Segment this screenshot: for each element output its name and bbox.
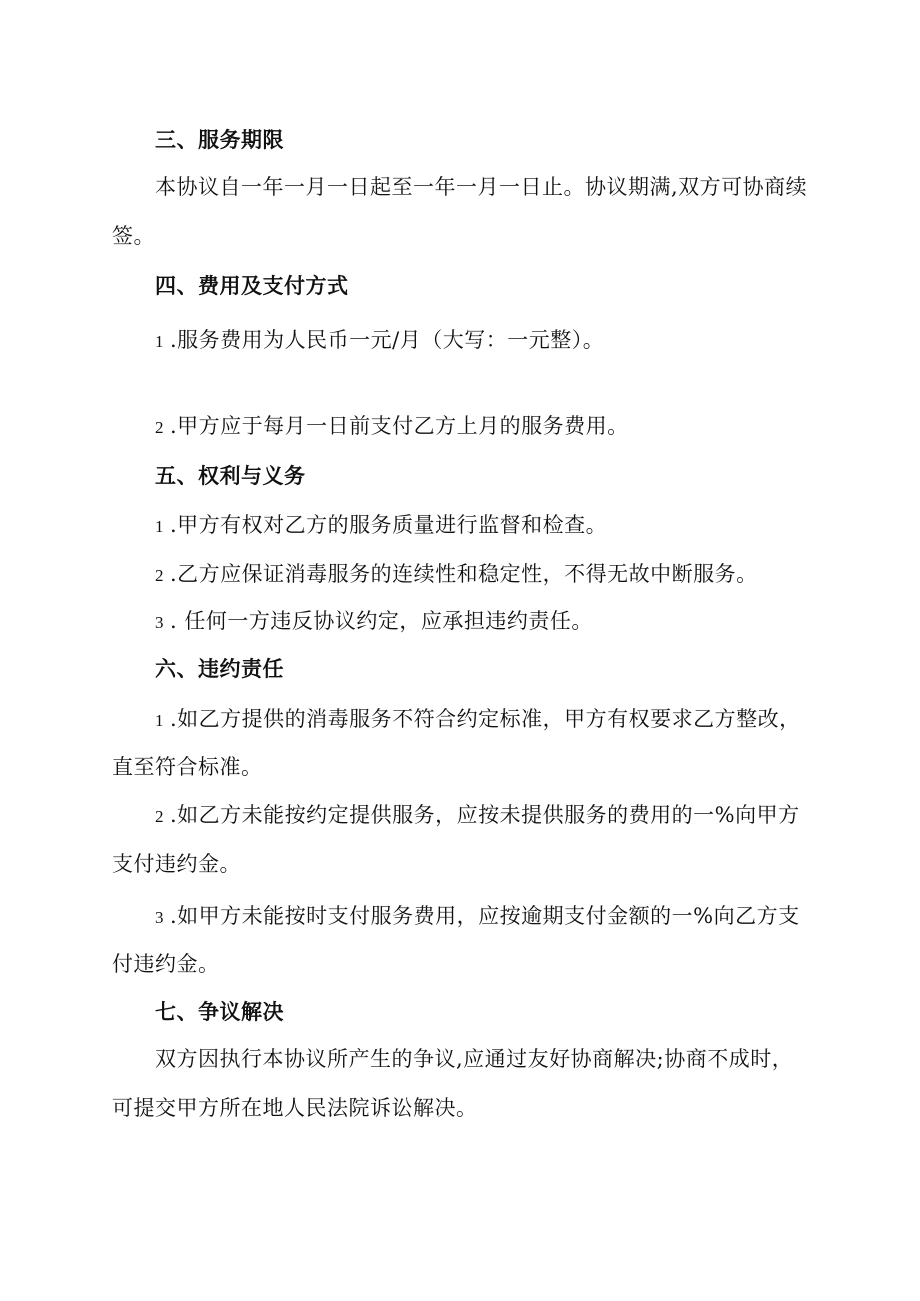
item-number: 1 — [155, 332, 164, 351]
section-4-heading: 四、费用及支付方式 — [155, 273, 349, 298]
item-number: 2 — [155, 566, 164, 585]
item-number: 3 — [155, 613, 164, 632]
item-number: 2 — [155, 418, 164, 437]
item-text: .如甲方未能按时支付服务费用，应按逾期支付金额的一%向乙方支 — [170, 904, 800, 928]
section-5-item-2 — [155, 560, 758, 590]
section-6-item-2-line-1 — [155, 801, 800, 831]
section-3-paragraph-line-1: 本协议自一年一月一日起至一年一月一日止。协议期满,双方可协商续 — [155, 175, 808, 199]
item-number: 1 — [155, 711, 164, 730]
item-text: . 任何一方违反协议约定，应承担违约责任。 — [170, 609, 593, 633]
section-6-item-3-line-2: 付违约金。 — [112, 952, 220, 976]
section-6-heading: 六、违约责任 — [155, 656, 284, 681]
section-5-heading: 五、权利与义务 — [155, 463, 306, 488]
section-6-item-2-line-2: 支付违约金。 — [112, 852, 241, 876]
item-number: 2 — [155, 807, 164, 826]
item-text: .如乙方未能按约定提供服务，应按未提供服务的费用的一%向甲方 — [170, 803, 800, 827]
section-3-heading: 三、服务期限 — [155, 127, 284, 152]
item-text: .服务费用为人民币一元/月（大写：一元整）。 — [170, 328, 605, 352]
section-6-item-3-line-1 — [155, 902, 800, 932]
section-7-heading: 七、争议解决 — [155, 999, 284, 1024]
section-5-item-3 — [155, 607, 593, 637]
section-5-item-1 — [155, 511, 607, 541]
item-number: 1 — [155, 517, 164, 536]
item-number: 3 — [155, 908, 164, 927]
section-4-item-2 — [155, 412, 629, 442]
item-text: .如乙方提供的消毒服务不符合约定标准，甲方有权要求乙方整改， — [170, 707, 801, 731]
section-4-item-1 — [155, 326, 604, 356]
section-7-paragraph-line-1: 双方因执行本协议所产生的争议,应通过友好协商解决;协商不成时， — [155, 1047, 794, 1071]
section-6-item-1-line-1 — [155, 705, 801, 735]
section-7-paragraph-line-2: 可提交甲方所在地人民法院诉讼解决。 — [112, 1096, 478, 1120]
item-text: .甲方有权对乙方的服务质量进行监督和检查。 — [170, 513, 608, 537]
item-text: .乙方应保证消毒服务的连续性和稳定性，不得无故中断服务。 — [170, 562, 758, 586]
item-text: .甲方应于每月一日前支付乙方上月的服务费用。 — [170, 414, 629, 438]
section-3-paragraph-line-2: 签。 — [112, 224, 155, 248]
section-6-item-1-line-2: 直至符合标准。 — [112, 755, 263, 779]
